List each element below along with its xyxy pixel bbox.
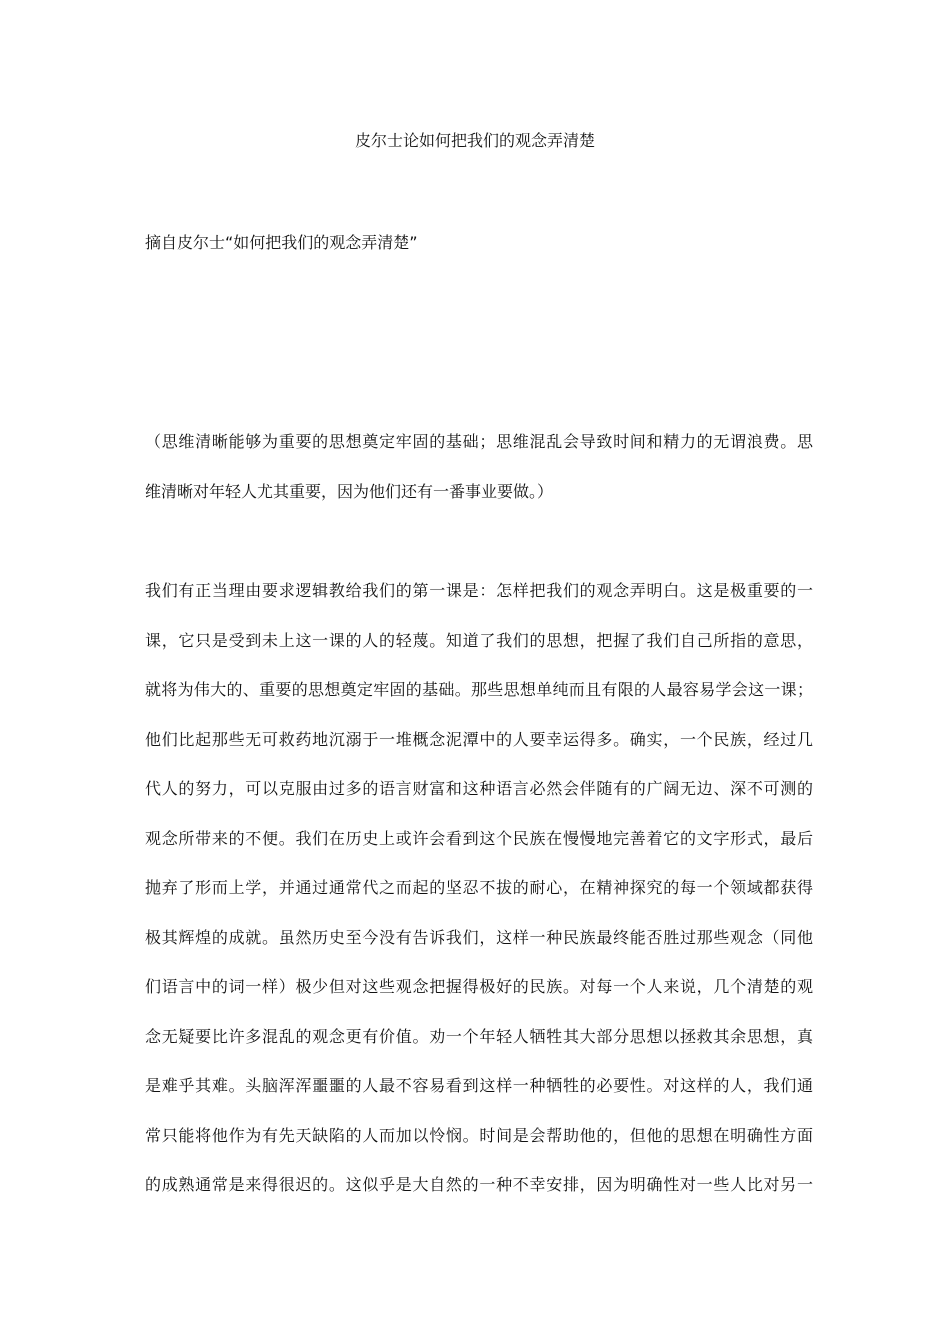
body-line: 就将为伟大的、重要的思想奠定牢固的基础。那些思想单纯而且有限的人最容易学会这一课； (145, 680, 813, 699)
body-line: 常只能将他作为有先天缺陷的人而加以怜悯。时间是会帮助他的，但他的思想在明确性方面 (145, 1125, 813, 1145)
body-line: 课，它只是受到未上这一课的人的轻蔑。知道了我们的思想，把握了我们自己所指的意思， (145, 630, 813, 650)
body-line: 念无疑要比许多混乱的观念更有价值。劝一个年轻人牺牲其大部分思想以拯救其余思想，真 (145, 1026, 813, 1046)
intro-line: 维清晰对年轻人尤其重要，因为他们还有一番事业要做。） (145, 481, 554, 501)
body-line: 我们有正当理由要求逻辑教给我们的第一课是：怎样把我们的观念弄明白。这是极重要的一 (145, 581, 813, 600)
intro-paragraph (145, 431, 813, 530)
body-line: 代人的努力，可以克服由过多的语言财富和这种语言必然会伴随有的广阔无边、深不可测的 (145, 779, 813, 798)
intro-line: （思维清晰能够为重要的思想奠定牢固的基础；思维混乱会导致时间和精力的无谓浪费。思 (145, 432, 813, 451)
body-line: 的成熟通常是来得很迟的。这似乎是大自然的一种不幸安排，因为明确性对一些人比对另一 (145, 1175, 813, 1194)
body-line: 是难乎其难。头脑浑浑噩噩的人最不容易看到这样一种牺牲的必要性。对这样的人，我们通 (145, 1076, 813, 1095)
document-title: 皮尔士论如何把我们的观念弄清楚 (354, 131, 595, 150)
body-line: 观念所带来的不便。我们在历史上或许会看到这个民族在慢慢地完善着它的文字形式，最后 (145, 828, 813, 848)
body-line: 他们比起那些无可救药地沉溺于一堆概念泥潭中的人要幸运得多。确实，一个民族，经过几 (145, 729, 813, 749)
body-line: 极其辉煌的成就。虽然历史至今没有告诉我们，这样一种民族最终能否胜过那些观念（同他 (145, 927, 813, 947)
body-paragraph (145, 580, 813, 1224)
body-line: 抛弃了形而上学，并通过通常代之而起的坚忍不拔的耐心，在精神探究的每一个领域都获得 (145, 878, 813, 897)
body-line: 们语言中的词一样）极少但对这些观念把握得极好的民族。对每一个人来说，几个清楚的观 (145, 977, 813, 996)
document-subtitle: 摘自皮尔士“如何把我们的观念弄清楚” (145, 233, 418, 252)
